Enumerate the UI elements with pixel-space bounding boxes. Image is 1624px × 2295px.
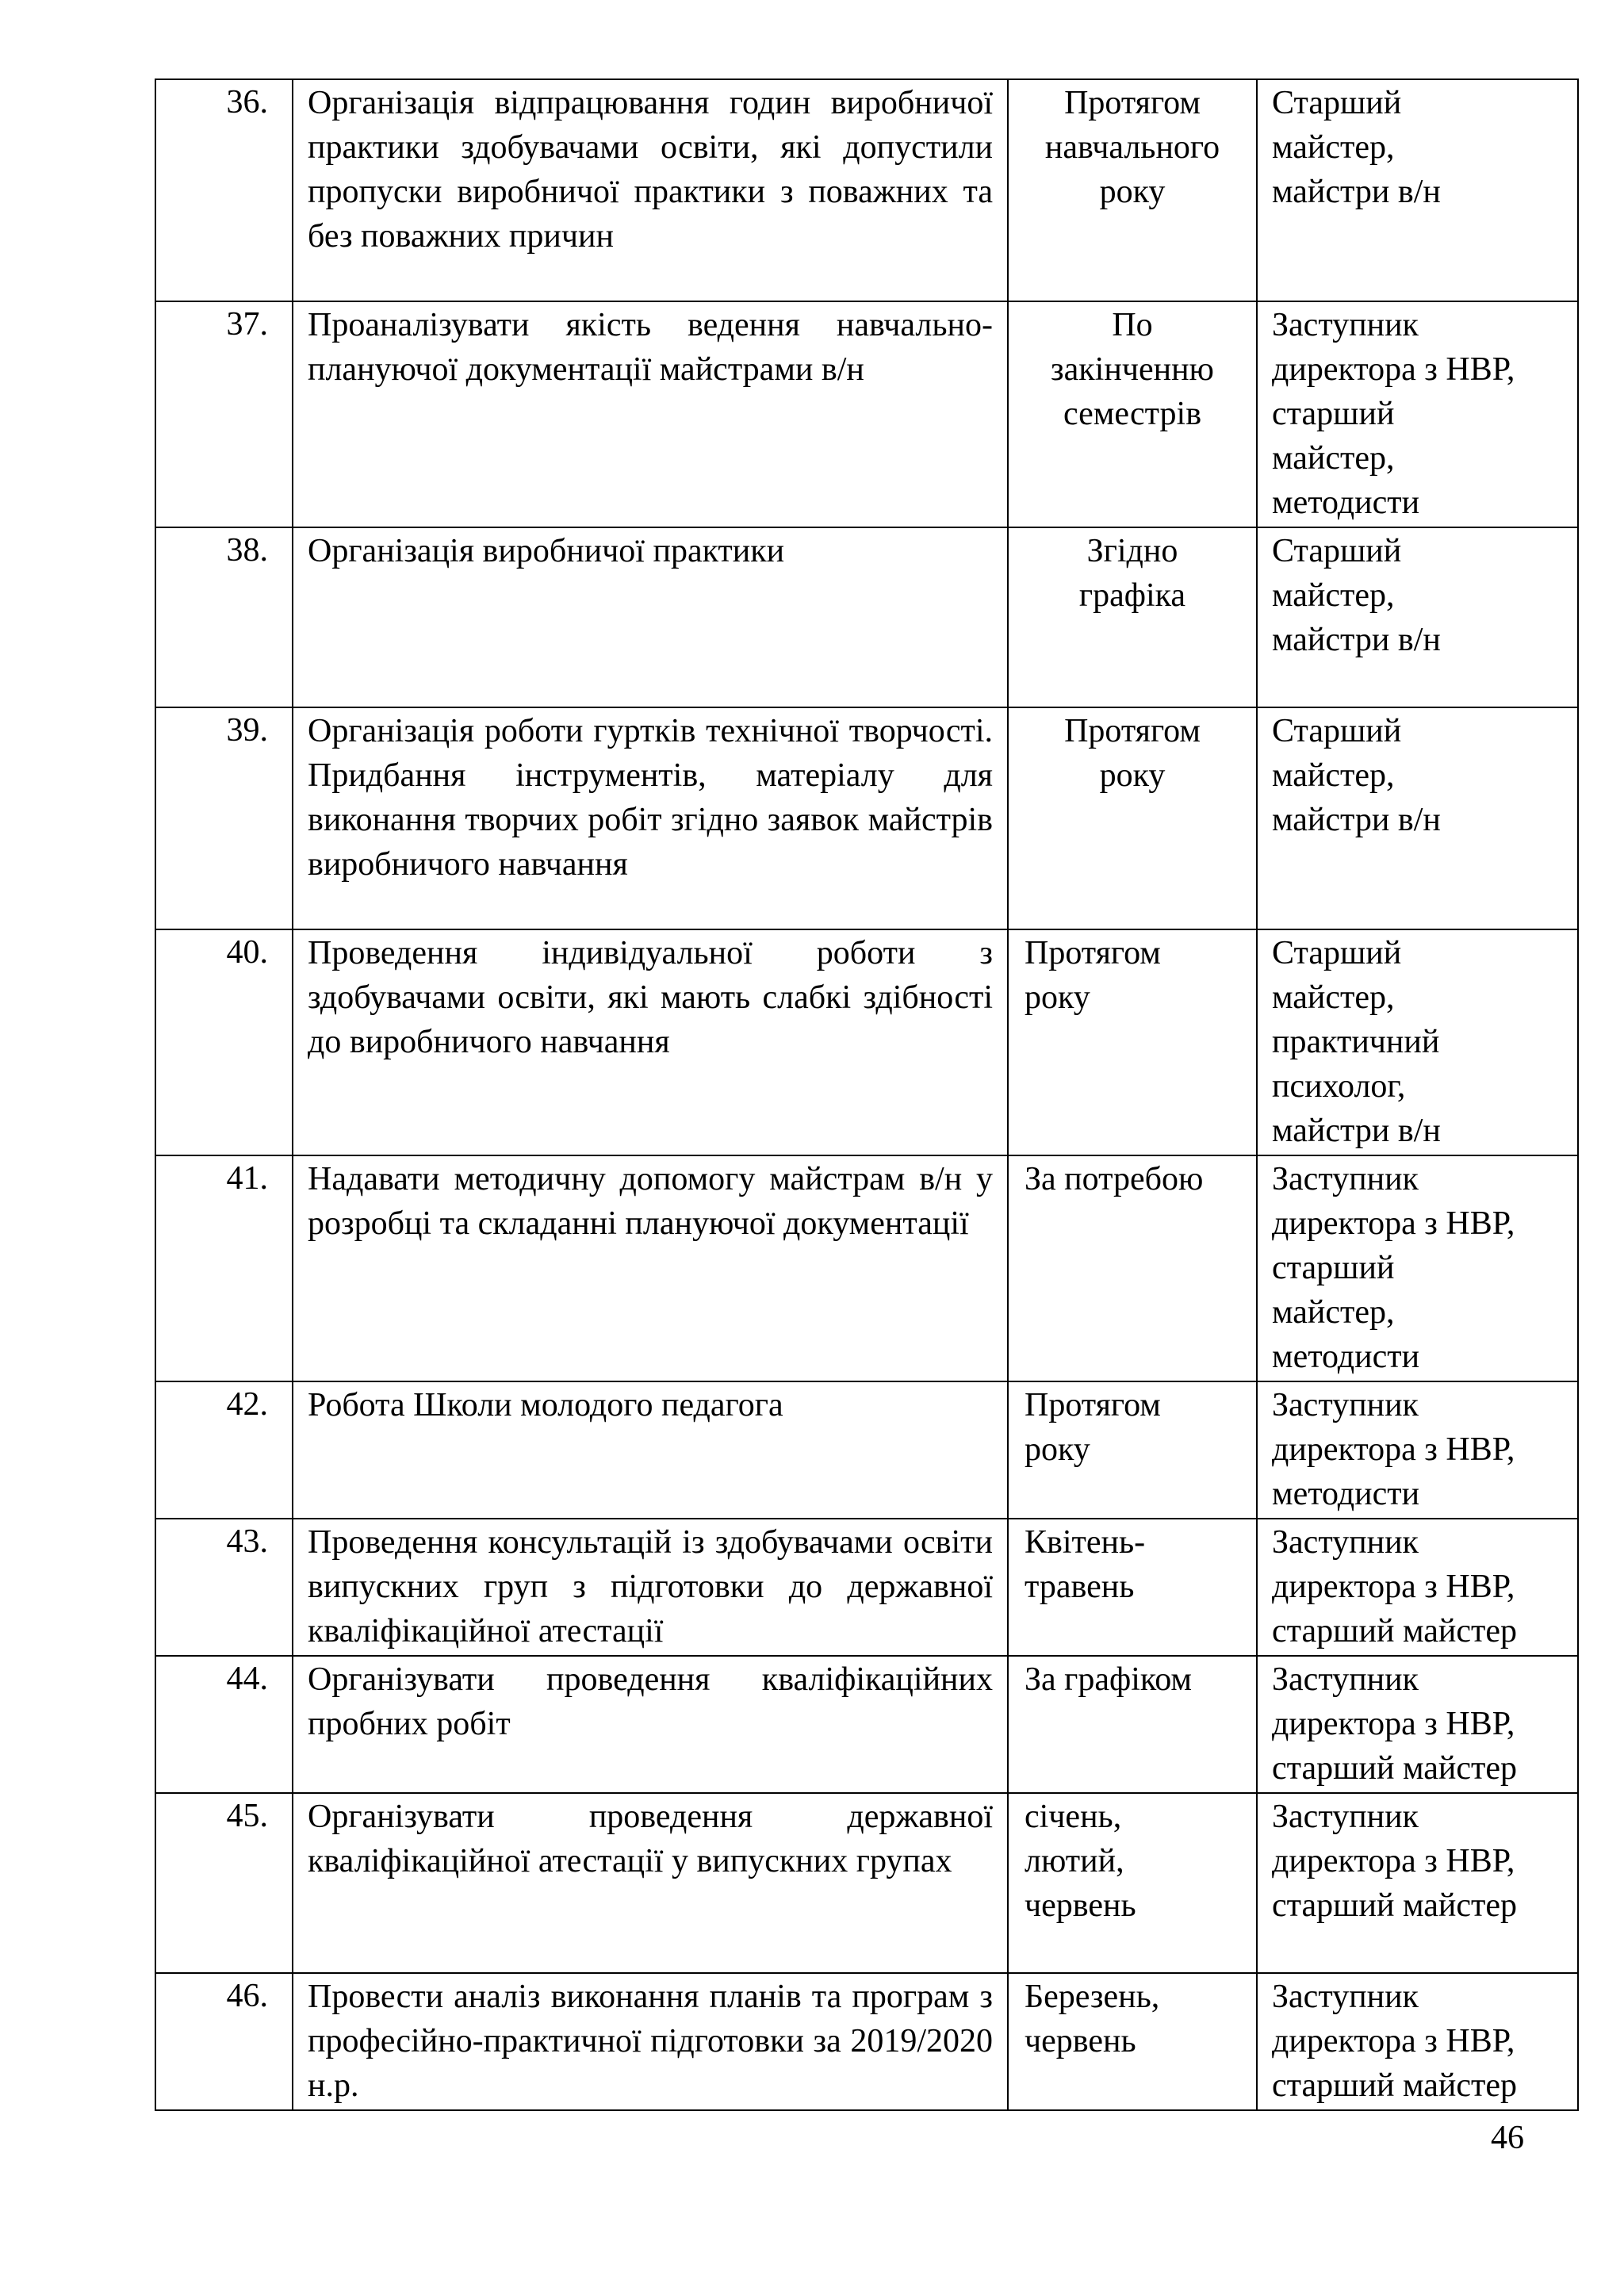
- responsible-cell: [1257, 79, 1578, 301]
- table-row: [155, 1793, 1578, 1973]
- responsible-line: директора з НВР,: [1272, 1706, 1515, 1742]
- responsible-line: директора з НВР,: [1272, 1843, 1515, 1879]
- term-line: червень: [1025, 2023, 1136, 2059]
- responsible-line: старший: [1272, 1250, 1395, 1286]
- term-cell: [1008, 1973, 1257, 2110]
- responsible-cell: [1257, 1155, 1578, 1381]
- term-cell: [1008, 1656, 1257, 1793]
- table-row: [155, 527, 1578, 707]
- term-line: За графіком: [1025, 1661, 1192, 1698]
- responsible-line: майстри в/н: [1272, 1113, 1441, 1149]
- task-cell: Організація роботи гуртків технічної творчості. Придбання інструментів, матеріалу для виконання творчих робіт згідно заявок майстрів виробничого навчання: [293, 707, 1008, 929]
- responsible-line: Заступник: [1272, 1799, 1419, 1835]
- responsible-cell: [1257, 1656, 1578, 1793]
- task-cell: Організація виробничої практики: [293, 527, 1008, 707]
- responsible-line: Заступник: [1272, 1661, 1419, 1698]
- term-cell: [1008, 1381, 1257, 1519]
- row-number: 39.: [155, 707, 293, 929]
- table-row: [155, 1155, 1578, 1381]
- responsible-cell: [1257, 1793, 1578, 1973]
- responsible-line: Заступник: [1272, 1161, 1419, 1197]
- term-line: року: [1025, 979, 1090, 1016]
- term-line: року: [1099, 757, 1166, 794]
- row-number: 36.: [155, 79, 293, 301]
- row-number: 42.: [155, 1381, 293, 1519]
- responsible-line: Заступник: [1272, 1524, 1419, 1561]
- term-cell: [1008, 707, 1257, 929]
- responsible-line: майстер,: [1272, 577, 1395, 614]
- responsible-line: Старший: [1272, 85, 1402, 121]
- responsible-line: майстри в/н: [1272, 622, 1441, 658]
- responsible-cell: [1257, 1381, 1578, 1519]
- task-cell: Організація відпрацювання годин виробничої практики здобувачами освіти, які допустили пропуски виробничої практики з поважних та без поважних причин: [293, 79, 1008, 301]
- responsible-line: методисти: [1272, 485, 1420, 521]
- responsible-line: старший майстер: [1272, 1750, 1517, 1787]
- term-line: Згідно: [1086, 533, 1178, 569]
- table-row: [155, 79, 1578, 301]
- row-number: 38.: [155, 527, 293, 707]
- responsible-line: директора з НВР,: [1272, 1431, 1515, 1468]
- responsible-line: майстри в/н: [1272, 174, 1441, 210]
- responsible-line: Старший: [1272, 935, 1402, 971]
- row-number: 46.: [155, 1973, 293, 2110]
- term-cell: [1008, 301, 1257, 527]
- responsible-line: практичний: [1272, 1024, 1440, 1060]
- responsible-line: майстер,: [1272, 757, 1395, 794]
- table-row: [155, 1381, 1578, 1519]
- responsible-line: Заступник: [1272, 1979, 1419, 2015]
- term-cell: [1008, 1155, 1257, 1381]
- responsible-line: Старший: [1272, 533, 1402, 569]
- term-cell: [1008, 79, 1257, 301]
- table-row: [155, 1656, 1578, 1793]
- term-line: Протягом: [1064, 85, 1201, 121]
- term-line: Протягом: [1025, 1387, 1161, 1423]
- term-line: навчального: [1044, 129, 1220, 166]
- table-row: [155, 1519, 1578, 1656]
- responsible-cell: [1257, 301, 1578, 527]
- term-line: травень: [1025, 1569, 1135, 1605]
- responsible-line: майстер,: [1272, 979, 1395, 1016]
- term-cell: [1008, 527, 1257, 707]
- task-cell: Робота Школи молодого педагога: [293, 1381, 1008, 1519]
- term-cell: [1008, 929, 1257, 1155]
- task-cell: Надавати методичну допомогу майстрам в/н у розробці та складанні плануючої документації: [293, 1155, 1008, 1381]
- term-line: червень: [1025, 1887, 1136, 1924]
- table-row: [155, 929, 1578, 1155]
- term-line: Протягом: [1025, 935, 1161, 971]
- task-cell: Організувати проведення кваліфікаційних пробних робіт: [293, 1656, 1008, 1793]
- row-number: 45.: [155, 1793, 293, 1973]
- plan-table: [155, 79, 1579, 2111]
- term-line: року: [1099, 174, 1166, 210]
- table-row: [155, 301, 1578, 527]
- table-row: [155, 1973, 1578, 2110]
- table-row: [155, 707, 1578, 929]
- task-cell: Організувати проведення державної кваліфікаційної атестації у випускних групах: [293, 1793, 1008, 1973]
- responsible-cell: [1257, 1519, 1578, 1656]
- responsible-cell: [1257, 527, 1578, 707]
- term-line: По: [1112, 307, 1153, 343]
- responsible-line: Старший: [1272, 713, 1402, 749]
- responsible-line: методисти: [1272, 1476, 1420, 1512]
- term-cell: [1008, 1793, 1257, 1973]
- responsible-line: Заступник: [1272, 1387, 1419, 1423]
- responsible-line: методисти: [1272, 1339, 1420, 1375]
- term-line: року: [1025, 1431, 1090, 1468]
- term-cell: [1008, 1519, 1257, 1656]
- responsible-cell: [1257, 929, 1578, 1155]
- responsible-line: директора з НВР,: [1272, 2023, 1515, 2059]
- term-line: Березень,: [1025, 1979, 1160, 2015]
- term-line: закінченню: [1051, 351, 1214, 388]
- responsible-line: старший майстер: [1272, 1887, 1517, 1924]
- responsible-line: директора з НВР,: [1272, 1569, 1515, 1605]
- responsible-line: майстер,: [1272, 129, 1395, 166]
- task-cell: Провести аналіз виконання планів та програм з професійно-практичної підготовки за 2019/2020 н.р.: [293, 1973, 1008, 2110]
- responsible-line: майстри в/н: [1272, 802, 1441, 838]
- plan-table-body: [155, 79, 1578, 2110]
- responsible-line: Заступник: [1272, 307, 1419, 343]
- task-cell: Проаналізувати якість ведення навчально-плануючої документації майстрами в/н: [293, 301, 1008, 527]
- responsible-cell: [1257, 1973, 1578, 2110]
- row-number: 40.: [155, 929, 293, 1155]
- term-line: графіка: [1078, 577, 1186, 614]
- term-line: семестрів: [1063, 396, 1202, 432]
- responsible-line: старший: [1272, 396, 1395, 432]
- row-number: 43.: [155, 1519, 293, 1656]
- task-cell: Проведення індивідуальної роботи з здобувачами освіти, які мають слабкі здібності до виробничого навчання: [293, 929, 1008, 1155]
- term-line: Протягом: [1064, 713, 1201, 749]
- responsible-line: директора з НВР,: [1272, 351, 1515, 388]
- responsible-line: старший майстер: [1272, 1613, 1517, 1649]
- responsible-line: майстер,: [1272, 1294, 1395, 1331]
- row-number: 41.: [155, 1155, 293, 1381]
- responsible-line: директора з НВР,: [1272, 1205, 1515, 1242]
- term-line: За потребою: [1025, 1161, 1204, 1197]
- term-line: Квітень-: [1025, 1524, 1146, 1561]
- page-number: 46: [1491, 2120, 1524, 2156]
- responsible-line: психолог,: [1272, 1068, 1406, 1105]
- responsible-line: майстер,: [1272, 440, 1395, 477]
- responsible-line: старший майстер: [1272, 2067, 1517, 2104]
- task-cell: Проведення консультацій із здобувачами освіти випускних груп з підготовки до державної кваліфікаційної атестації: [293, 1519, 1008, 1656]
- term-line: січень,: [1025, 1799, 1122, 1835]
- row-number: 37.: [155, 301, 293, 527]
- row-number: 44.: [155, 1656, 293, 1793]
- responsible-cell: [1257, 707, 1578, 929]
- term-line: лютий,: [1025, 1843, 1124, 1879]
